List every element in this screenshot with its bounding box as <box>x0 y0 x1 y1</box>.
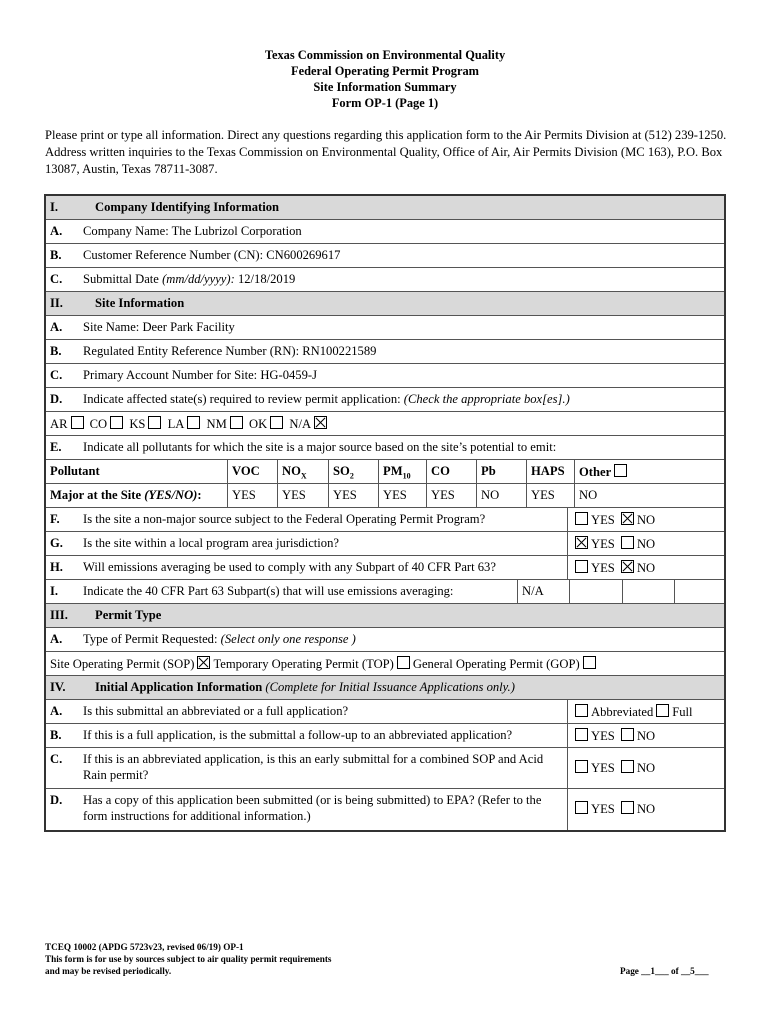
account-number-row <box>46 364 724 388</box>
row-label: D. <box>50 392 63 406</box>
affected-states-row <box>46 412 724 436</box>
section-iv-header <box>46 676 724 700</box>
full-label: Full <box>672 705 693 719</box>
major-label-text: Major at the Site <box>50 488 145 502</box>
section-title <box>95 680 515 695</box>
footer-form-id: TCEQ 10002 (APDG 5723v23, revised 06/19) OP-1 <box>45 942 244 952</box>
pollutant-pm10-label: PM <box>383 464 403 478</box>
row-label: G. <box>50 536 63 550</box>
question-text: Type of Permit Requested: <box>83 632 221 646</box>
date-format-hint: (mm/dd/yyyy): <box>162 272 238 286</box>
no-label: NO <box>636 537 656 551</box>
pollutant-so2-label: SO <box>333 464 350 478</box>
yes-no-options <box>572 760 655 776</box>
yes-checkbox[interactable] <box>575 728 588 741</box>
early-submittal-row <box>46 748 724 789</box>
section-title: Permit Type <box>95 608 162 622</box>
no-label: NO <box>636 513 656 527</box>
section-ii-header <box>46 292 724 316</box>
header-agency: Texas Commission on Environmental Quality <box>264 48 506 62</box>
early-submittal-question: If this is an abbreviated application, is this an early submittal for a combined SOP and Acid Rain permit? <box>83 752 544 782</box>
application-type-row <box>46 700 724 724</box>
state-label-ks: KS <box>129 417 146 431</box>
subpart-value-4[interactable] <box>674 580 724 603</box>
no-label: NO <box>636 729 656 743</box>
section-number: II. <box>50 296 63 310</box>
no-label: NO <box>636 561 656 575</box>
no-checkbox[interactable] <box>621 560 634 573</box>
affected-states-question-row <box>46 388 724 412</box>
row-label: A. <box>50 224 63 238</box>
pollutant-voc: VOC <box>227 460 277 483</box>
row-label: F. <box>50 512 60 526</box>
state-ks-checkbox[interactable] <box>148 416 161 429</box>
pollutant-pb: Pb <box>476 460 526 483</box>
emissions-averaging-row <box>46 556 724 580</box>
submittal-date-value: 12/18/2019 <box>237 272 296 286</box>
question-hint: (Check the appropriate box[es].) <box>403 392 570 406</box>
section-i-header <box>46 196 724 220</box>
no-checkbox[interactable] <box>621 728 634 741</box>
intro-paragraph: Please print or type all information. Direct any questions regarding this application form to the Air Permits Division at (512) 239-1250. Address written inquiries to the Texas Commission on Environmental Quality, Office of Air, Air Permits Division (MC 163), P.O. Box 13087, Austin, Texas 78711-3087. <box>45 128 727 176</box>
submittal-date-row <box>46 268 724 292</box>
section-number: I. <box>50 200 59 214</box>
yes-no-options <box>572 536 655 552</box>
permit-type-question <box>83 632 356 647</box>
no-label: NO <box>636 802 656 816</box>
sop-label: Site Operating Permit (SOP) <box>50 657 195 671</box>
subpart-averaging-question: Indicate the 40 CFR Part 63 Subpart(s) that will use emissions averaging: <box>83 584 454 598</box>
customer-reference-row <box>46 244 724 268</box>
states-checkboxes <box>50 416 330 432</box>
regulated-entity-field[interactable]: Regulated Entity Reference Number (RN): RN100221589 <box>83 344 377 358</box>
other-pollutant-checkbox[interactable] <box>614 464 627 477</box>
epa-copy-row <box>46 789 724 830</box>
epa-copy-question: Has a copy of this application been submitted (or is being submitted) to EPA? (Refer to the form instructions for additional information.) <box>83 793 542 823</box>
abbrev-full-options <box>572 704 693 720</box>
pollutant-other <box>574 460 724 483</box>
yes-label: YES <box>591 802 615 816</box>
state-label-ar: AR <box>50 417 68 431</box>
form-footer <box>45 941 332 977</box>
customer-reference-field[interactable]: Customer Reference Number (CN): CN600269617 <box>83 248 341 262</box>
section-title: Site Information <box>95 296 185 310</box>
yes-label: YES <box>591 537 615 551</box>
permit-type-options <box>50 656 599 672</box>
subpart-value-3[interactable] <box>622 580 674 603</box>
yes-checkbox[interactable] <box>575 760 588 773</box>
yes-no-options <box>572 512 655 528</box>
pollutant-nox-label: NO <box>282 464 301 478</box>
no-label: NO <box>636 761 656 775</box>
pollutant-nox <box>277 460 328 483</box>
yes-checkbox[interactable] <box>575 560 588 573</box>
pollutant-header-grid <box>46 460 724 483</box>
gop-label: General Operating Permit (GOP) <box>412 657 580 671</box>
section-title-text: Initial Application Information <box>95 680 266 694</box>
pollutant-header-row <box>46 460 724 484</box>
no-checkbox[interactable] <box>621 536 634 549</box>
abbreviated-label: Abbreviated <box>591 705 654 719</box>
header-form-number: Form OP-1 (Page 1) <box>331 96 439 110</box>
section-title-hint: (Complete for Initial Issuance Applications only.) <box>265 680 515 694</box>
company-name-field[interactable]: Company Name: The Lubrizol Corporation <box>83 224 302 238</box>
form-header <box>0 47 770 111</box>
row-label: A. <box>50 704 63 718</box>
header-form-title: Site Information Summary <box>313 80 457 94</box>
non-major-answer <box>567 508 724 531</box>
row-label: B. <box>50 248 62 262</box>
full-checkbox[interactable] <box>656 704 669 717</box>
state-la-checkbox[interactable] <box>187 416 200 429</box>
pollutant-nox-sub: X <box>300 471 307 481</box>
major-source-label <box>46 484 227 507</box>
major-label-hint: (YES/NO) <box>144 488 198 502</box>
pollutant-co: CO <box>426 460 476 483</box>
major-co-value[interactable]: YES <box>426 484 476 507</box>
major-source-grid <box>46 484 724 507</box>
state-label-na: N/A <box>289 417 312 431</box>
major-pm10-value[interactable]: YES <box>378 484 426 507</box>
pollutant-so2-sub: 2 <box>349 471 354 481</box>
follow-up-answer <box>567 724 724 747</box>
subpart-value-1[interactable]: N/A <box>517 580 569 603</box>
subpart-averaging-row <box>46 580 724 604</box>
application-type-answer <box>567 700 724 723</box>
row-label: C. <box>50 272 63 286</box>
local-program-question: Is the site within a local program area jurisdiction? <box>83 536 339 550</box>
yes-checkbox[interactable] <box>575 801 588 814</box>
pollutant-haps: HAPS <box>526 460 574 483</box>
pollutant-pm10-sub: 10 <box>402 471 411 481</box>
row-label: C. <box>50 752 63 766</box>
emissions-averaging-answer <box>567 556 724 579</box>
section-iii-header <box>46 604 724 628</box>
follow-up-question: If this is a full application, is the submittal a follow-up to an abbreviated application? <box>83 728 513 742</box>
application-type-question: Is this submittal an abbreviated or a full application? <box>83 704 349 718</box>
affected-states-question <box>83 392 570 407</box>
major-haps-value[interactable]: YES <box>526 484 574 507</box>
major-voc-value[interactable]: YES <box>227 484 277 507</box>
pollutant-pm10 <box>378 460 426 483</box>
yes-checkbox[interactable] <box>575 512 588 525</box>
major-label-colon: : <box>197 488 202 502</box>
major-nox-value[interactable]: YES <box>277 484 328 507</box>
top-label: Temporary Operating Permit (TOP) <box>213 657 394 671</box>
major-source-row <box>46 484 724 508</box>
submittal-date-field[interactable] <box>83 272 295 287</box>
sop-checkbox[interactable] <box>197 656 210 669</box>
state-label-nm: NM <box>206 417 227 431</box>
top-checkbox[interactable] <box>397 656 410 669</box>
row-label: B. <box>50 728 62 742</box>
question-hint: (Select only one response ) <box>220 632 356 646</box>
pollutant-header: Pollutant <box>50 464 100 478</box>
state-na-checkbox[interactable] <box>314 416 327 429</box>
pollutants-question-row <box>46 436 724 460</box>
row-label: D. <box>50 793 63 807</box>
header-program: Federal Operating Permit Program <box>291 64 479 78</box>
yes-no-options <box>572 560 655 576</box>
yes-label: YES <box>591 561 615 575</box>
state-co-checkbox[interactable] <box>110 416 123 429</box>
row-label: I. <box>50 584 59 598</box>
no-checkbox[interactable] <box>621 801 634 814</box>
non-major-source-row <box>46 508 724 532</box>
state-label-ok: OK <box>248 417 268 431</box>
major-other-value[interactable]: NO <box>574 484 724 507</box>
permit-type-question-row <box>46 628 724 652</box>
state-ok-checkbox[interactable] <box>270 416 283 429</box>
epa-copy-answer <box>567 789 724 830</box>
yes-no-options <box>572 728 655 744</box>
pollutants-question: Indicate all pollutants for which the site is a major source based on the site’s potential to emit: <box>83 440 557 454</box>
row-label: B. <box>50 344 62 358</box>
site-name-row <box>46 316 724 340</box>
state-label-la: LA <box>167 417 185 431</box>
submittal-date-label: Submittal Date <box>83 272 163 286</box>
section-title: Company Identifying Information <box>95 200 280 214</box>
row-label: C. <box>50 368 63 382</box>
no-checkbox[interactable] <box>621 512 634 525</box>
yes-label: YES <box>591 761 615 775</box>
non-major-question: Is the site a non-major source subject to the Federal Operating Permit Program? <box>83 512 486 526</box>
pollutant-so2 <box>328 460 378 483</box>
row-label: A. <box>50 632 63 646</box>
permit-type-options-row <box>46 652 724 676</box>
footer-revision-note: and may be revised periodically. <box>45 966 172 976</box>
row-label: A. <box>50 320 63 334</box>
yes-label: YES <box>591 729 615 743</box>
footer-usage-note: This form is for use by sources subject to air quality permit requirements <box>45 954 332 964</box>
yes-label: YES <box>591 513 615 527</box>
emissions-averaging-question: Will emissions averaging be used to comply with any Subpart of 40 CFR Part 63? <box>83 560 496 574</box>
state-label-co: CO <box>89 417 108 431</box>
subpart-value-2[interactable] <box>569 580 622 603</box>
local-program-row <box>46 532 724 556</box>
op1-form <box>44 194 726 832</box>
abbreviated-checkbox[interactable] <box>575 704 588 717</box>
page-number: Page __1___ of __5___ <box>620 966 709 976</box>
yes-checkbox[interactable] <box>575 536 588 549</box>
state-ar-checkbox[interactable] <box>71 416 84 429</box>
account-number-field[interactable]: Primary Account Number for Site: HG-0459-J <box>83 368 317 382</box>
yes-no-options <box>572 801 655 817</box>
question-text: Indicate affected state(s) required to review permit application: <box>83 392 404 406</box>
gop-checkbox[interactable] <box>583 656 596 669</box>
row-label: H. <box>50 560 63 574</box>
follow-up-row <box>46 724 724 748</box>
site-name-field[interactable]: Site Name: Deer Park Facility <box>83 320 235 334</box>
state-nm-checkbox[interactable] <box>230 416 243 429</box>
early-submittal-answer <box>567 748 724 788</box>
section-number: IV. <box>50 680 66 694</box>
regulated-entity-row <box>46 340 724 364</box>
major-pb-value[interactable]: NO <box>476 484 526 507</box>
section-number: III. <box>50 608 68 622</box>
no-checkbox[interactable] <box>621 760 634 773</box>
pollutant-other-label: Other <box>579 465 612 479</box>
local-program-answer <box>567 532 724 555</box>
row-label: E. <box>50 440 62 454</box>
major-so2-value[interactable]: YES <box>328 484 378 507</box>
company-name-row <box>46 220 724 244</box>
